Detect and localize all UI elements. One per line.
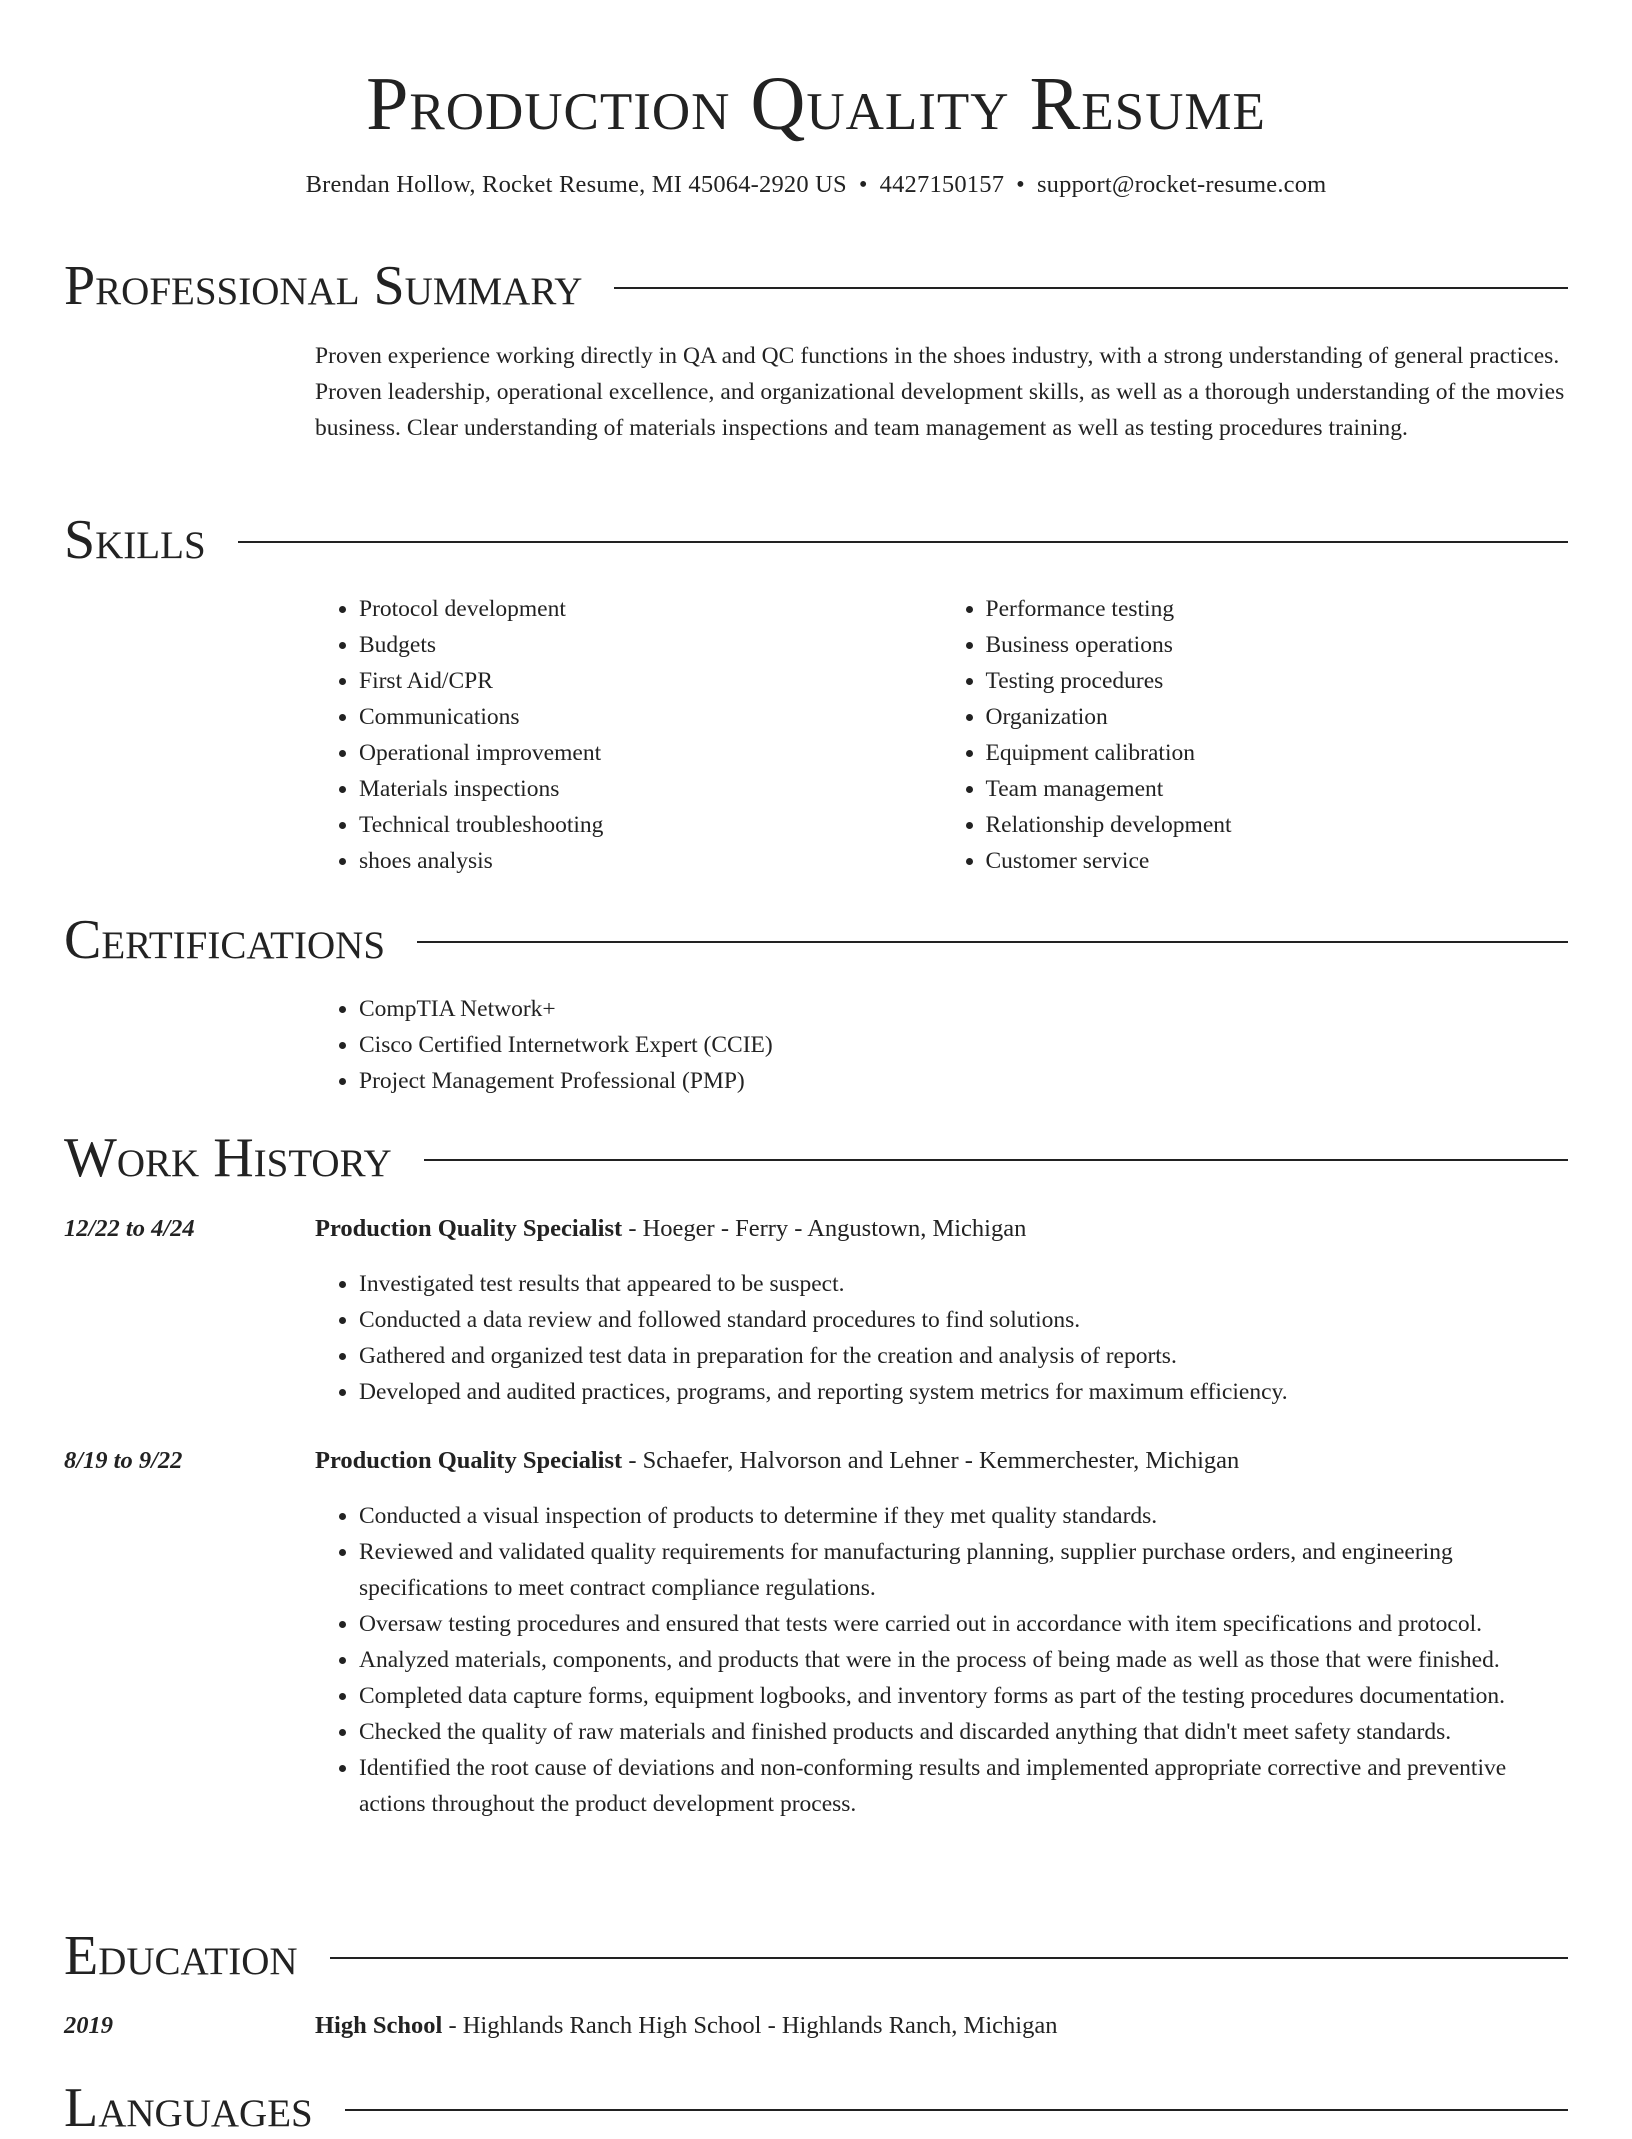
skill-item: • Organization xyxy=(986,699,1569,735)
contact-email: support@rocket-resume.com xyxy=(1036,171,1327,198)
certification-item: • Cisco Certified Internetwork Expert (CCIE) xyxy=(359,1027,1568,1063)
skill-item: • Team management xyxy=(986,771,1569,807)
section-title-education: Education xyxy=(64,1925,298,1987)
section-header-skills xyxy=(64,510,1568,570)
education-degree: High School xyxy=(315,2012,443,2039)
section-divider xyxy=(417,941,1568,943)
section-divider xyxy=(345,2109,1568,2111)
skill-item: • Relationship development xyxy=(986,807,1569,843)
job-bullet: • Oversaw testing procedures and ensured that tests were carried out in accordance with item specifications and protocol. xyxy=(359,1606,1568,1642)
section-title-summary: Professional Summary xyxy=(64,255,583,317)
job-details: - Hoeger - Ferry - Angustown, Michigan xyxy=(622,1215,1027,1242)
contact-phone: 4427150157 xyxy=(879,171,1005,198)
job-entry-2-bullets xyxy=(315,1498,1568,1822)
job-bullet: • Analyzed materials, components, and products that were in the process of being made as well as those that were finished. xyxy=(359,1642,1568,1678)
job-details: - Schaefer, Halvorson and Lehner - Kemmerchester, Michigan xyxy=(622,1447,1240,1474)
job-bullet: • Identified the root cause of deviations and non-conforming results and implemented appropriate corrective and preventive actions throughout the product development process. xyxy=(359,1750,1568,1822)
job-title: Production Quality Specialist xyxy=(315,1447,623,1474)
section-divider xyxy=(614,287,1568,289)
skill-item: • Protocol development xyxy=(359,591,942,627)
section-header-summary xyxy=(64,256,1568,316)
contact-separator: • xyxy=(858,171,868,198)
section-divider xyxy=(424,1159,1568,1161)
section-title-skills: Skills xyxy=(64,509,206,571)
summary-text: Proven experience working directly in QA and QC functions in the shoes industry, with a strong understanding of general practices. Proven leadership, operational excellence, and organizational development skills, as well as a thorough understanding of the movies business. Clear understanding of materials inspections and team management as well as testing procedures training. xyxy=(315,343,1565,441)
certification-item: • Project Management Professional (PMP) xyxy=(359,1063,1568,1099)
job-heading xyxy=(315,1443,1568,1479)
skill-item: • Testing procedures xyxy=(986,663,1569,699)
job-dates: 8/19 to 9/22 xyxy=(64,1447,183,1474)
skill-item: • Budgets xyxy=(359,627,942,663)
section-header-certifications xyxy=(64,910,1568,970)
job-bullet: • Conducted a visual inspection of products to determine if they met quality standards. xyxy=(359,1498,1568,1534)
section-title-languages: Languages xyxy=(64,2077,313,2139)
page-title: Production Quality Resume xyxy=(366,62,1266,146)
contact-address: Brendan Hollow, Rocket Resume, MI 45064-2920 US xyxy=(305,171,847,198)
skills-column-left xyxy=(315,591,942,879)
skill-item: • First Aid/CPR xyxy=(359,663,942,699)
job-bullet: • Checked the quality of raw materials and finished products and discarded anything that didn't meet safety standards. xyxy=(359,1714,1568,1750)
job-title: Production Quality Specialist xyxy=(315,1215,623,1242)
education-year: 2019 xyxy=(64,2012,113,2039)
education-heading xyxy=(315,2008,1568,2044)
job-dates: 12/22 to 4/24 xyxy=(64,1215,195,1242)
education-details: - Highlands Ranch High School - Highlands Ranch, Michigan xyxy=(442,2012,1058,2039)
section-divider xyxy=(238,541,1568,543)
job-bullet: • Developed and audited practices, programs, and reporting system metrics for maximum efficiency. xyxy=(359,1374,1568,1410)
section-header-languages xyxy=(64,2078,1568,2138)
skill-item: • Technical troubleshooting xyxy=(359,807,942,843)
job-bullet: • Conducted a data review and followed standard procedures to find solutions. xyxy=(359,1302,1568,1338)
certification-item: • CompTIA Network+ xyxy=(359,991,1568,1027)
skills-column-right xyxy=(942,591,1569,879)
skill-item: • Communications xyxy=(359,699,942,735)
section-title-certifications: Certifications xyxy=(64,909,386,971)
job-bullet: • Investigated test results that appeared to be suspect. xyxy=(359,1266,1568,1302)
section-header-education xyxy=(64,1926,1568,1986)
job-heading xyxy=(315,1211,1568,1247)
section-header-work-history xyxy=(64,1128,1568,1188)
skill-item: • Customer service xyxy=(986,843,1569,879)
resume-page xyxy=(64,0,1568,2139)
skill-item: • Business operations xyxy=(986,627,1569,663)
skill-item: • Performance testing xyxy=(986,591,1569,627)
job-entry-1-bullets xyxy=(315,1266,1568,1410)
skill-item: • Equipment calibration xyxy=(986,735,1569,771)
contact-line xyxy=(64,170,1568,200)
skill-item: • shoes analysis xyxy=(359,843,942,879)
job-bullet: • Reviewed and validated quality requirements for manufacturing planning, supplier purchase orders, and engineering specifications to meet contract compliance regulations. xyxy=(359,1534,1568,1606)
job-bullet: • Completed data capture forms, equipment logbooks, and inventory forms as part of the testing procedures documentation. xyxy=(359,1678,1568,1714)
skills-list xyxy=(315,591,1568,879)
certifications-list xyxy=(315,991,1568,1099)
skill-item: • Operational improvement xyxy=(359,735,942,771)
skill-item: • Materials inspections xyxy=(359,771,942,807)
contact-separator: • xyxy=(1016,171,1025,198)
section-title-work-history: Work History xyxy=(64,1127,392,1189)
job-bullet: • Gathered and organized test data in preparation for the creation and analysis of reports. xyxy=(359,1338,1568,1374)
section-divider xyxy=(330,1957,1568,1959)
